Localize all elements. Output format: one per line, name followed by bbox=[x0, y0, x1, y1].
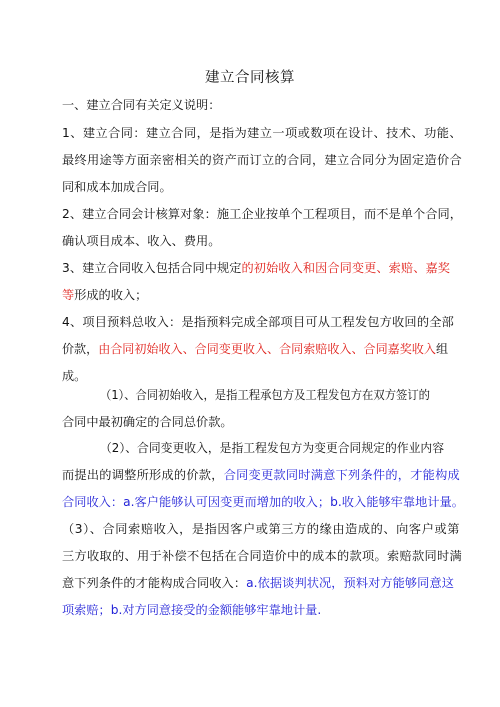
text-line bbox=[62, 125, 462, 141]
text-segment: 组 bbox=[435, 342, 448, 356]
text-segment: 确认项目成本、收入、费用。 bbox=[62, 234, 221, 248]
text-line bbox=[62, 467, 460, 483]
text-line bbox=[62, 260, 450, 276]
text-segment: 三方收取的、用于补偿不包括在合同造价中的成本的款项。索赔款同时满 bbox=[62, 549, 462, 563]
text-line bbox=[62, 179, 172, 195]
text-segment: 最终用途等方面亲密相关的资产而订立的合同，建立合同分为固定造价合 bbox=[62, 153, 462, 167]
text-line bbox=[62, 494, 464, 510]
page-title: 建立合同核算 bbox=[205, 70, 295, 86]
text-line bbox=[62, 368, 86, 384]
text-segment: 合同变更款同时满意下列条件的，才能构成 bbox=[223, 468, 460, 482]
text-line bbox=[62, 575, 454, 591]
text-segment: 由合同初始收入、合同变更收入、合同索赔收入、合同嘉奖收入 bbox=[98, 342, 436, 356]
text-line bbox=[100, 387, 430, 403]
text-segment: （1）、合同初始收入，是指工程承包方及工程发包方在双方签订的 bbox=[100, 388, 430, 402]
text-line bbox=[62, 152, 462, 168]
text-segment: 合同收入：a.客户能够认可因变更而增加的收入；b.收入能够牢靠地计量。 bbox=[62, 495, 464, 509]
text-line bbox=[62, 341, 448, 357]
text-segment: （3）、合同索赔收入，是指因客户或第三方的缘由造成的、向客户或第 bbox=[62, 522, 460, 536]
text-segment: 形成的收入； bbox=[74, 288, 148, 302]
text-line bbox=[62, 97, 220, 113]
text-line bbox=[62, 206, 462, 222]
text-segment: 成。 bbox=[62, 369, 87, 383]
text-line bbox=[62, 287, 147, 303]
text-segment: （2）、合同变更收入，是指工程发包方为变更合同规定的作业内容 bbox=[100, 441, 444, 455]
text-line bbox=[62, 602, 321, 618]
text-segment: 同和成本加成合同。 bbox=[62, 180, 172, 194]
text-segment: 3、建立合同收入包括合同中规定 bbox=[62, 261, 242, 275]
text-segment: 2、建立合同会计核算对象：施工企业按单个工程项目，而不是单个合同， bbox=[62, 207, 462, 221]
text-segment: a.依据谈判状况，预料对方能够同意这 bbox=[246, 576, 455, 590]
text-segment: 4、项目预料总收入：是指预料完成全部项目可从工程发包方收回的全部 bbox=[62, 315, 454, 329]
text-segment: 1、建立合同：建立合同，是指为建立一项或数项在设计、技术、功能、 bbox=[62, 126, 462, 140]
text-segment: 的初始收入和因合同变更、索赔、嘉奖 bbox=[241, 261, 450, 275]
text-line bbox=[62, 233, 220, 249]
text-line bbox=[62, 414, 233, 430]
text-segment: 合同中最初确定的合同总价款。 bbox=[62, 415, 233, 429]
text-segment: 一、建立合同有关定义说明： bbox=[62, 98, 221, 112]
text-line bbox=[100, 440, 444, 456]
text-line bbox=[62, 314, 454, 330]
text-segment: 等 bbox=[62, 288, 75, 302]
text-segment: 而提出的调整所形成的价款， bbox=[62, 468, 224, 482]
text-segment: 意下列条件的才能构成合同收入： bbox=[62, 576, 247, 590]
text-segment: 项索赔；b.对方同意接受的金额能够牢靠地计量. bbox=[62, 603, 322, 617]
text-segment: 价款， bbox=[62, 342, 99, 356]
text-line bbox=[62, 548, 462, 564]
text-line bbox=[62, 521, 460, 537]
